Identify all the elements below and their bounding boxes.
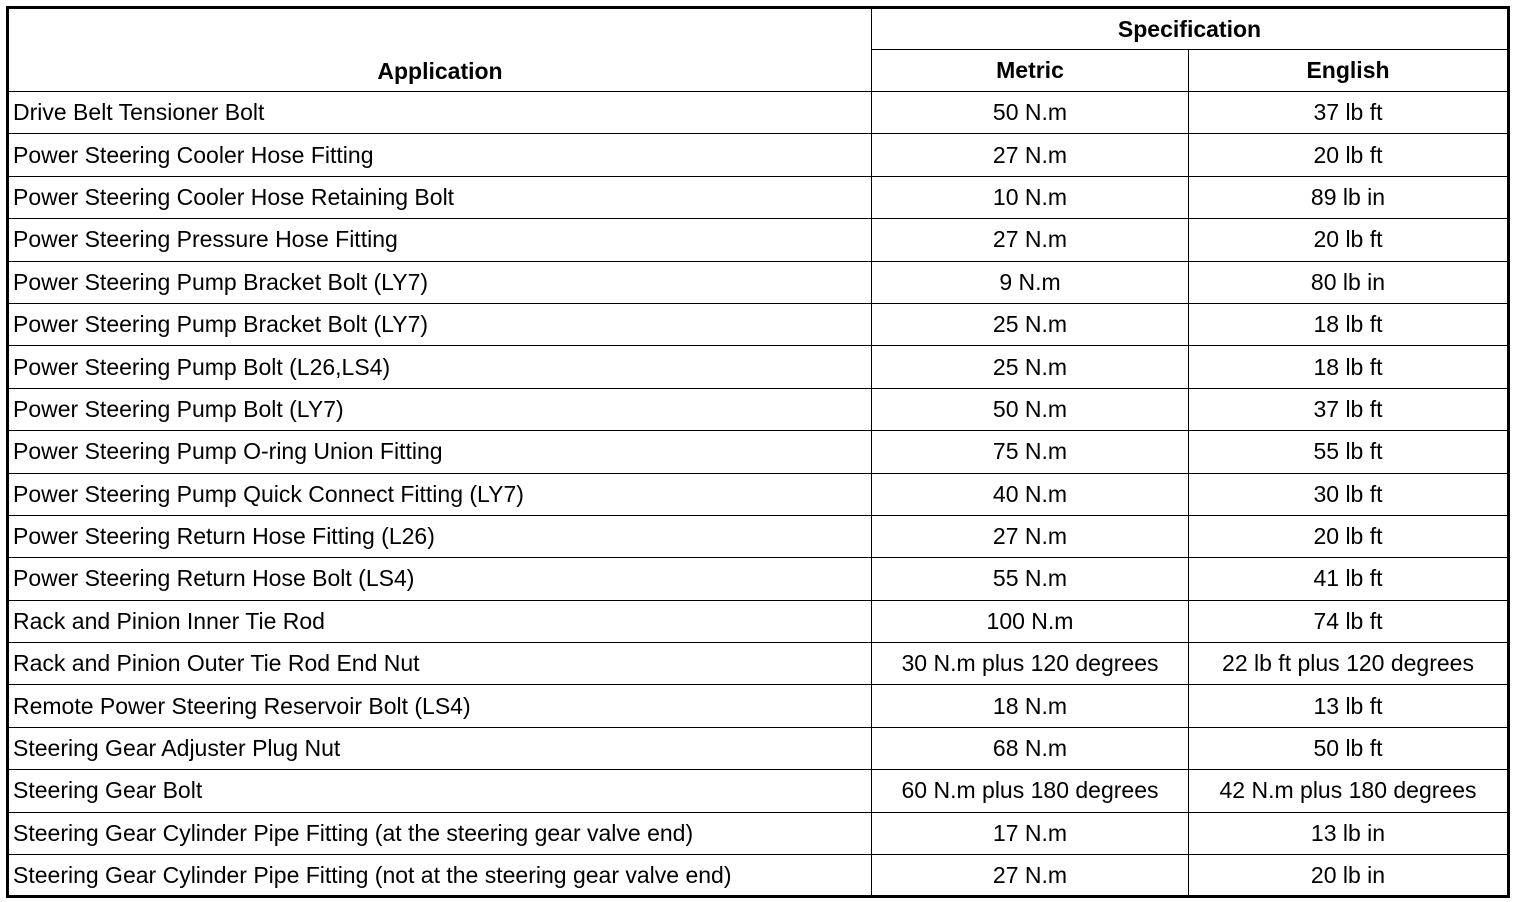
column-header-english: English [1189, 50, 1509, 92]
english-cell: 80 lb in [1189, 261, 1509, 303]
english-cell: 20 lb in [1189, 855, 1509, 897]
table-row [8, 685, 1509, 727]
application-cell: Power Steering Pump Bracket Bolt (LY7) [8, 261, 872, 303]
english-cell: 13 lb in [1189, 812, 1509, 854]
table-row [8, 600, 1509, 642]
column-header-application: Application [8, 8, 872, 92]
header-row-top [8, 8, 1509, 50]
english-cell: 30 lb ft [1189, 473, 1509, 515]
application-cell: Power Steering Cooler Hose Fitting [8, 134, 872, 176]
table-row [8, 558, 1509, 600]
table-row [8, 176, 1509, 218]
application-cell: Rack and Pinion Inner Tie Rod [8, 600, 872, 642]
english-cell: 41 lb ft [1189, 558, 1509, 600]
application-cell: Power Steering Return Hose Fitting (L26) [8, 515, 872, 557]
application-cell: Power Steering Pump O-ring Union Fitting [8, 431, 872, 473]
table-row [8, 643, 1509, 685]
english-cell: 37 lb ft [1189, 92, 1509, 134]
application-cell: Power Steering Cooler Hose Retaining Bolt [8, 176, 872, 218]
table-row [8, 219, 1509, 261]
english-cell: 55 lb ft [1189, 431, 1509, 473]
english-cell: 20 lb ft [1189, 515, 1509, 557]
english-cell: 18 lb ft [1189, 303, 1509, 345]
application-cell: Drive Belt Tensioner Bolt [8, 92, 872, 134]
table-row [8, 92, 1509, 134]
metric-cell: 9 N.m [872, 261, 1189, 303]
metric-cell: 68 N.m [872, 727, 1189, 769]
application-cell: Power Steering Pump Bolt (L26,LS4) [8, 346, 872, 388]
application-cell: Remote Power Steering Reservoir Bolt (LS4) [8, 685, 872, 727]
table-row [8, 473, 1509, 515]
table-row [8, 812, 1509, 854]
metric-cell: 27 N.m [872, 515, 1189, 557]
application-cell: Steering Gear Cylinder Pipe Fitting (at the steering gear valve end) [8, 812, 872, 854]
table-row [8, 134, 1509, 176]
metric-cell: 27 N.m [872, 219, 1189, 261]
metric-cell: 30 N.m plus 120 degrees [872, 643, 1189, 685]
english-cell: 89 lb in [1189, 176, 1509, 218]
metric-cell: 27 N.m [872, 134, 1189, 176]
metric-cell: 75 N.m [872, 431, 1189, 473]
metric-cell: 100 N.m [872, 600, 1189, 642]
application-cell: Steering Gear Cylinder Pipe Fitting (not at the steering gear valve end) [8, 855, 872, 897]
english-cell: 20 lb ft [1189, 219, 1509, 261]
table-row [8, 515, 1509, 557]
table-row [8, 727, 1509, 769]
application-cell: Power Steering Pump Quick Connect Fitting (LY7) [8, 473, 872, 515]
column-header-specification: Specification [872, 8, 1509, 50]
english-cell: 74 lb ft [1189, 600, 1509, 642]
metric-cell: 27 N.m [872, 855, 1189, 897]
metric-cell: 17 N.m [872, 812, 1189, 854]
english-cell: 20 lb ft [1189, 134, 1509, 176]
metric-cell: 25 N.m [872, 303, 1189, 345]
metric-cell: 25 N.m [872, 346, 1189, 388]
table-body [8, 92, 1509, 897]
application-cell: Power Steering Pump Bracket Bolt (LY7) [8, 303, 872, 345]
metric-cell: 18 N.m [872, 685, 1189, 727]
english-cell: 13 lb ft [1189, 685, 1509, 727]
table-row [8, 303, 1509, 345]
table-row [8, 770, 1509, 812]
english-cell: 37 lb ft [1189, 388, 1509, 430]
table-row [8, 346, 1509, 388]
metric-cell: 10 N.m [872, 176, 1189, 218]
table-row [8, 261, 1509, 303]
english-cell: 50 lb ft [1189, 727, 1509, 769]
application-cell: Power Steering Pump Bolt (LY7) [8, 388, 872, 430]
table-row [8, 855, 1509, 897]
metric-cell: 55 N.m [872, 558, 1189, 600]
metric-cell: 50 N.m [872, 388, 1189, 430]
application-cell: Rack and Pinion Outer Tie Rod End Nut [8, 643, 872, 685]
application-cell: Power Steering Pressure Hose Fitting [8, 219, 872, 261]
table-row [8, 431, 1509, 473]
metric-cell: 40 N.m [872, 473, 1189, 515]
english-cell: 18 lb ft [1189, 346, 1509, 388]
application-cell: Steering Gear Bolt [8, 770, 872, 812]
torque-spec-table [6, 6, 1510, 898]
english-cell: 22 lb ft plus 120 degrees [1189, 643, 1509, 685]
english-cell: 42 N.m plus 180 degrees [1189, 770, 1509, 812]
metric-cell: 50 N.m [872, 92, 1189, 134]
application-cell: Power Steering Return Hose Bolt (LS4) [8, 558, 872, 600]
metric-cell: 60 N.m plus 180 degrees [872, 770, 1189, 812]
table-row [8, 388, 1509, 430]
application-cell: Steering Gear Adjuster Plug Nut [8, 727, 872, 769]
column-header-metric: Metric [872, 50, 1189, 92]
